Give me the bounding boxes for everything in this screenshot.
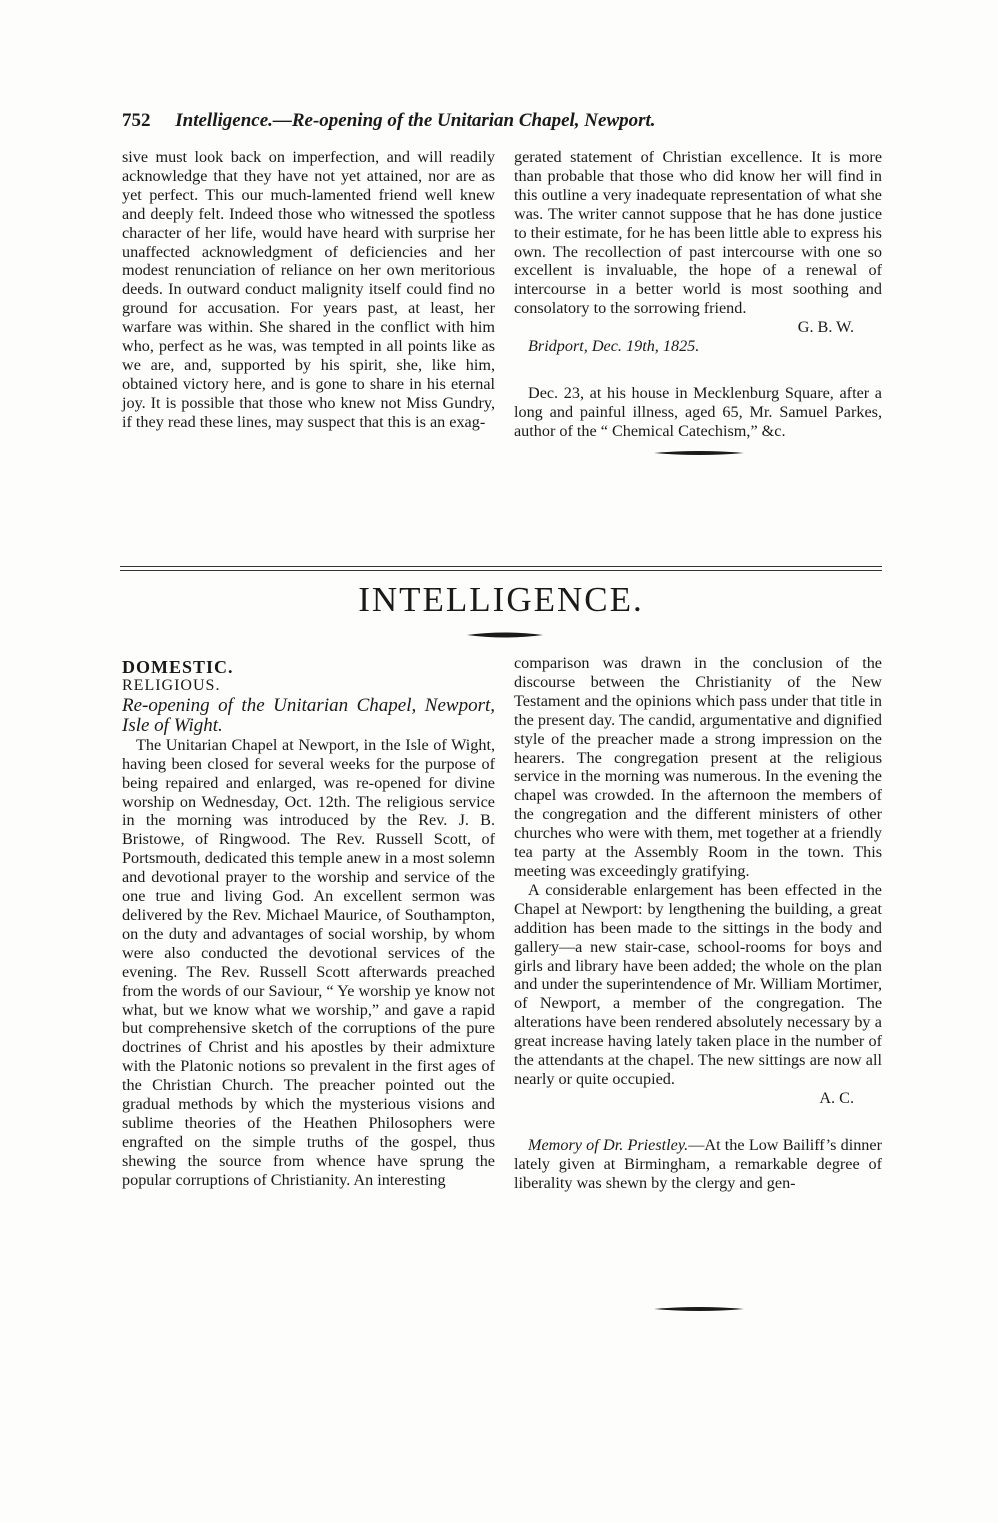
article-paragraph-1-continued: comparison was drawn in the conclusion of the discourse between the Christianity of the New Testament and the opinions which pass under that title in the present day. The candid, argumentative and dignified style of the preacher made a strong impression on the hearers. The congregation present at the religious service in the morning was numerous. In the evening the chapel was crowded. In the afternoon the members of the congregation and the different ministers of other churches who were with them, met together at a friendly tea party at the Assembly Room in the town. This meeting was exceedingly gratifying. (514, 654, 882, 880)
article-title: Re-opening of the Unitarian Chapel, Newport, Isle of Wight. (122, 694, 495, 736)
priestley-text: —At the Low Bailiff’s dinner lately given at Birmingham, a remarkable degree of liberality was shewn by the clergy and gen- (514, 1135, 882, 1192)
article-right-column (514, 654, 882, 1192)
section-title: INTELLIGENCE. (358, 580, 644, 619)
obituary-right-column (514, 148, 882, 441)
domestic-heading: DOMESTIC. (122, 657, 234, 677)
article-signature: A. C. (819, 1088, 854, 1107)
obituary-signature: G. B. W. (797, 318, 854, 337)
obituary-right-paragraph: gerated statement of Christian excellence. It is more than probable that those who did know her will find in this outline a very inadequate representation of what she was. The writer cannot suppose that he has done justice to their estimate, for he has been little able to express his own. The recollection of past intercourse with one so excellent is invaluable, the hope of a renewal of intercourse in a better world is most soothing and consolatory to the sorrowing friend. (514, 148, 882, 318)
obituary-dateline: Bridport, Dec. 19th, 1825. (528, 337, 700, 356)
double-rule-divider (120, 566, 882, 571)
obituary-left-column (122, 148, 495, 432)
title-flourish (467, 630, 543, 640)
priestley-item (514, 1136, 882, 1193)
article-left-column (122, 654, 495, 1190)
article-paragraph-2: A considerable enlargement has been effected in the Chapel at Newport: by lengthening the building, a great addition has been made to the sittings in the body and gallery—a new stair-case, school-rooms for boys and girls and library have been added; the whole on the plan and under the superintendence of Mr. William Mortimer, of Newport, a member of the congregation. The alterations have been rendered absolutely necessary by a great increase having lately taken place in the number of the attendants at the chapel. The new sittings are now all nearly or quite occupied. (514, 880, 882, 1088)
running-head (122, 110, 882, 132)
priestley-title: Memory of Dr. Priestley. (528, 1135, 689, 1154)
flourish-divider-2 (654, 1304, 744, 1314)
article-paragraph-1: The Unitarian Chapel at Newport, in the Isle of Wight, having been closed for several weeks for the purpose of being repaired and enlarged, was re-opened for divine worship on Wednesday, Oct. 12th. The religious service in the morning was introduced by the Rev. J. B. Bristowe, of Ringwood. The Rev. Russell Scott, of Portsmouth, dedicated this temple anew in a most solemn and devotional prayer to the worship and service of the one true and living God. An excellent sermon was delivered by the Rev. Michael Maurice, of Southampton, on the duty and advantages of social worship, by whom were also conducted the devotional services of the evening. The Rev. Russell Scott afterwards preached from the words of our Saviour, “ Ye worship ye know not what, but we know what we worship,” and gave a rapid but comprehensive sketch of the corruptions of the pure doctrines of Christ and his apostles by their admixture with the Platonic notions so prevalent in the first ages of the Christian Church. The preacher pointed out the gradual methods by which the mysterious visions and sublime theories of the Heathen Philosophers were engrafted on the simple truths of the gospel, thus shewing the source from whence have sprung the popular corruptions of Christianity. An interesting (122, 735, 495, 1189)
running-title: Intelligence.—Re-opening of the Unitarian Chapel, Newport. (175, 110, 656, 131)
flourish-divider (654, 448, 744, 458)
death-notice: Dec. 23, at his house in Mecklenburg Square, after a long and painful illness, aged 65, Mr. Samuel Parkes, author of the “ Chemical Catechism,” &c. (514, 383, 882, 440)
religious-subheading: RELIGIOUS. (122, 676, 221, 694)
page-number: 752 (122, 110, 151, 131)
obituary-left-paragraph: sive must look back on imperfection, and will readily acknowledge that they have not yet attained, nor are as yet perfect. This our much-lamented friend well knew and deeply felt. Indeed those who witnessed the spotless character of her life, would have heard with surprise her unaffected acknowledgment of deficiencies and her modest renunciation of reliance on her own meritorious deeds. In outward conduct malignity itself could find no ground for accusation. For years past, at least, her warfare was within. She shared in the conflict with him who, perfect as he was, was tempted in all points like as we are, and, supported by his spirit, she, like him, obtained victory here, and is gone to share in his eternal joy. It is possible that those who knew not Miss Gundry, if they read these lines, may suspect that this is an exag- (122, 148, 495, 431)
